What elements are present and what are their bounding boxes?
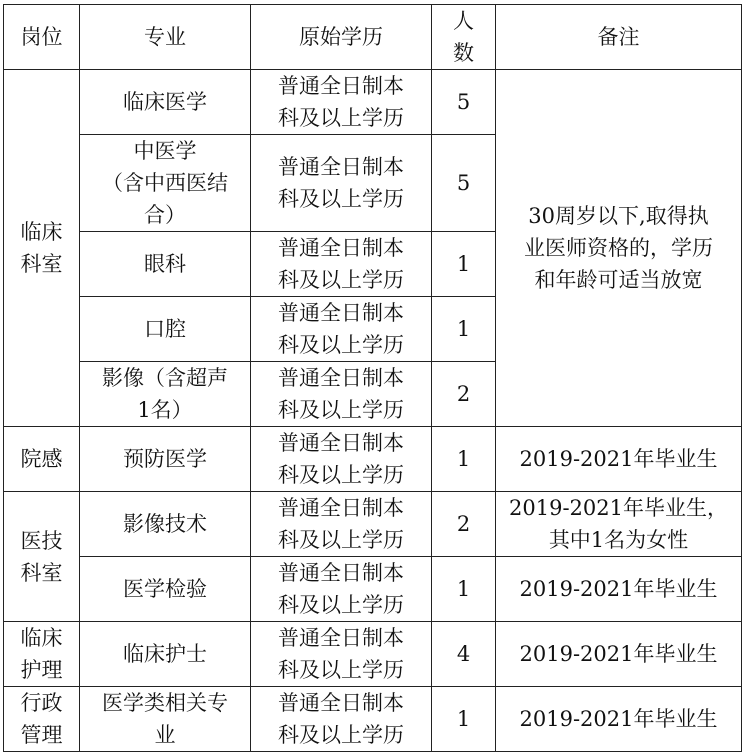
note-admin: 2019-2021年毕业生: [496, 687, 742, 752]
count-cell: 2: [432, 362, 496, 427]
major-cell: 预防医学: [80, 427, 251, 492]
table-row: [4, 70, 742, 135]
count-cell: 2: [432, 492, 496, 557]
header-note: 备注: [496, 5, 742, 70]
header-position: 岗位: [4, 5, 80, 70]
major-cell: 医学检验: [80, 557, 251, 622]
count-cell: 1: [432, 557, 496, 622]
table-row: [4, 557, 742, 622]
education-cell: 普通全日制本 科及以上学历: [251, 687, 432, 752]
count-cell: 1: [432, 687, 496, 752]
header-row: [4, 5, 742, 70]
header-major: 专业: [80, 5, 251, 70]
major-cell: 临床医学: [80, 70, 251, 135]
education-cell: 普通全日制本 科及以上学历: [251, 232, 432, 297]
header-count: 人 数: [432, 5, 496, 70]
group-infection: 院感: [4, 427, 80, 492]
note-lab: 2019-2021年毕业生: [496, 557, 742, 622]
education-cell: 普通全日制本 科及以上学历: [251, 362, 432, 427]
table-row: [4, 492, 742, 557]
group-admin: 行政 管理: [4, 687, 80, 752]
education-cell: 普通全日制本 科及以上学历: [251, 70, 432, 135]
education-cell: 普通全日制本 科及以上学历: [251, 622, 432, 687]
count-cell: 5: [432, 70, 496, 135]
count-cell: 1: [432, 427, 496, 492]
education-cell: 普通全日制本 科及以上学历: [251, 135, 432, 232]
education-cell: 普通全日制本 科及以上学历: [251, 557, 432, 622]
major-cell: 影像技术: [80, 492, 251, 557]
education-cell: 普通全日制本 科及以上学历: [251, 427, 432, 492]
count-cell: 1: [432, 232, 496, 297]
major-cell: 临床护士: [80, 622, 251, 687]
education-cell: 普通全日制本 科及以上学历: [251, 492, 432, 557]
major-cell: 眼科: [80, 232, 251, 297]
table-row: [4, 622, 742, 687]
major-cell: 口腔: [80, 297, 251, 362]
group-medtech: 医技 科室: [4, 492, 80, 622]
note-nursing: 2019-2021年毕业生: [496, 622, 742, 687]
major-cell: 医学类相关专 业: [80, 687, 251, 752]
table-row: [4, 687, 742, 752]
note-clinical: 30周岁以下,取得执 业医师资格的，学历 和年龄可适当放宽: [496, 70, 742, 427]
major-cell: 影像（含超声 1名）: [80, 362, 251, 427]
count-cell: 5: [432, 135, 496, 232]
note-imaging-tech: 2019-2021年毕业生， 其中1名为女性: [496, 492, 742, 557]
recruitment-table: [3, 4, 742, 752]
education-cell: 普通全日制本 科及以上学历: [251, 297, 432, 362]
count-cell: 4: [432, 622, 496, 687]
table-row: [4, 427, 742, 492]
note-infection: 2019-2021年毕业生: [496, 427, 742, 492]
major-cell: 中医学 （含中西医结 合）: [80, 135, 251, 232]
group-nursing: 临床 护理: [4, 622, 80, 687]
header-education: 原始学历: [251, 5, 432, 70]
group-clinical: 临床 科室: [4, 70, 80, 427]
count-cell: 1: [432, 297, 496, 362]
